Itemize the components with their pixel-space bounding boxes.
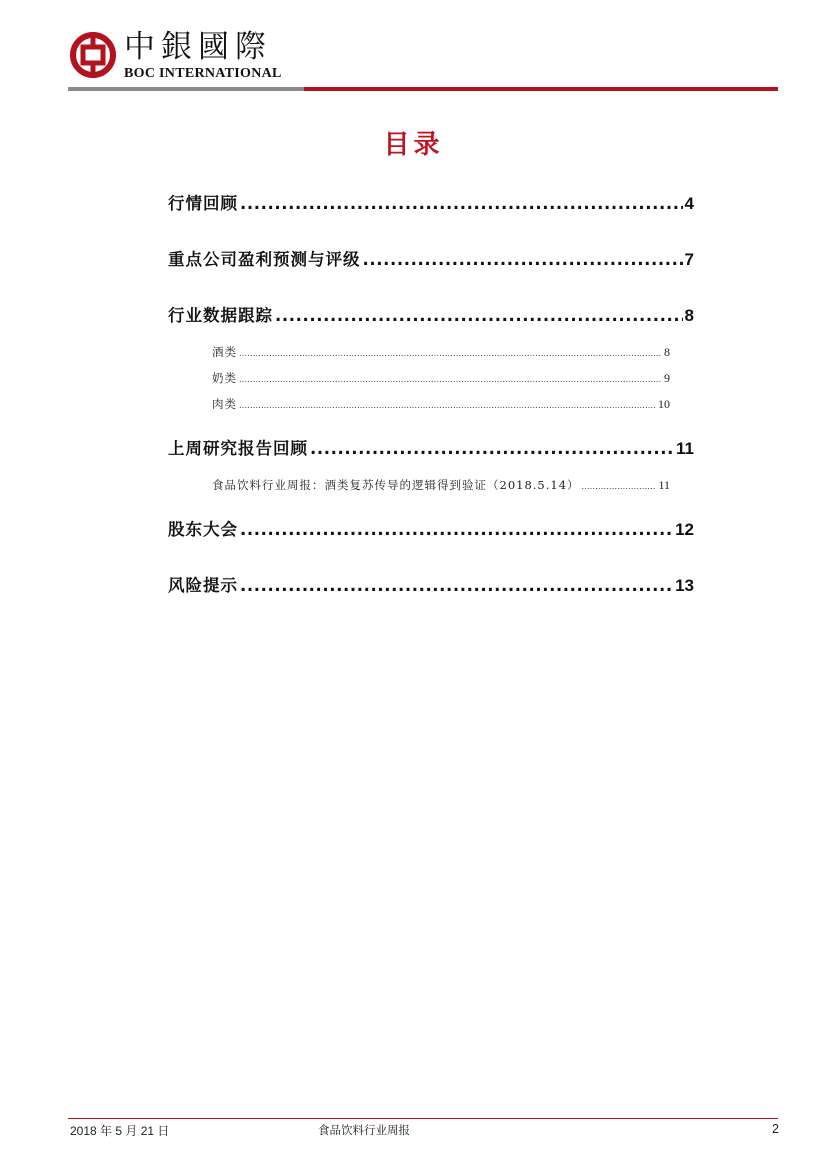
toc-entry-page: 9 <box>664 371 670 385</box>
toc-entry-text: 奶类 <box>212 371 237 385</box>
logo-english-text: BOC INTERNATIONAL <box>124 66 282 81</box>
toc-entry-text: 酒类 <box>212 345 237 359</box>
toc-entry-earnings-forecast[interactable] <box>168 246 694 270</box>
toc-entry-page: 7 <box>684 250 694 269</box>
toc-entry-dairy[interactable] <box>212 370 670 386</box>
toc-leader-dots <box>582 482 657 491</box>
toc-entry-page: 11 <box>658 478 670 492</box>
toc-entry-meat[interactable] <box>212 396 670 412</box>
toc-entry-page: 8 <box>664 345 670 359</box>
footer-page-number: 2 <box>772 1122 779 1136</box>
toc-entry-page: 10 <box>658 397 670 411</box>
toc-leader-dots <box>240 576 673 595</box>
footer-report-name: 食品饮料行业周报 <box>318 1123 410 1137</box>
toc-entry-shareholder-meeting[interactable] <box>168 516 694 540</box>
toc-entry-last-week-reports[interactable] <box>168 435 694 459</box>
toc-entry-weekly-report[interactable] <box>212 477 670 493</box>
toc-leader-dots <box>275 306 683 325</box>
toc-entry-text: 重点公司盈利预测与评级 <box>168 250 361 269</box>
toc-entry-text: 行业数据跟踪 <box>168 306 273 325</box>
toc-leader-dots <box>240 194 683 213</box>
toc-leader-dots <box>310 439 674 458</box>
header-rule-red <box>304 87 778 91</box>
footer-rule <box>68 1118 778 1119</box>
toc-entry-text: 风险提示 <box>168 576 238 595</box>
toc-entry-market-review[interactable] <box>168 190 694 214</box>
logo-chinese-text: 中銀國際 <box>124 29 272 65</box>
toc-leader-dots <box>239 349 662 358</box>
toc-entry-text: 行情回顾 <box>168 194 238 213</box>
toc-entry-text: 上周研究报告回顾 <box>168 439 308 458</box>
toc-entry-text: 股东大会 <box>168 520 238 539</box>
toc-leader-dots <box>240 520 673 539</box>
toc-entry-page: 11 <box>676 439 694 458</box>
toc-leader-dots <box>239 401 656 410</box>
toc-entry-text: 肉类 <box>212 397 237 411</box>
toc-entry-text: 食品饮料行业周报：酒类复苏传导的逻辑得到验证（2018.5.14） <box>212 478 580 492</box>
toc-entry-liquor[interactable] <box>212 344 670 360</box>
toc-entry-industry-data[interactable] <box>168 302 694 326</box>
toc-title: 目录 <box>383 130 444 160</box>
toc-entry-page: 13 <box>675 576 694 595</box>
footer-date: 2018 年 5 月 21 日 <box>70 1124 170 1138</box>
toc-entry-page: 8 <box>684 306 694 325</box>
boc-logo-icon <box>70 32 116 78</box>
toc-entry-risk-warning[interactable] <box>168 572 694 596</box>
toc-leader-dots <box>239 375 662 384</box>
toc-entry-page: 4 <box>684 194 694 213</box>
toc-entry-page: 12 <box>675 520 694 539</box>
header-rule-grey <box>68 87 304 91</box>
toc-leader-dots <box>363 250 683 269</box>
